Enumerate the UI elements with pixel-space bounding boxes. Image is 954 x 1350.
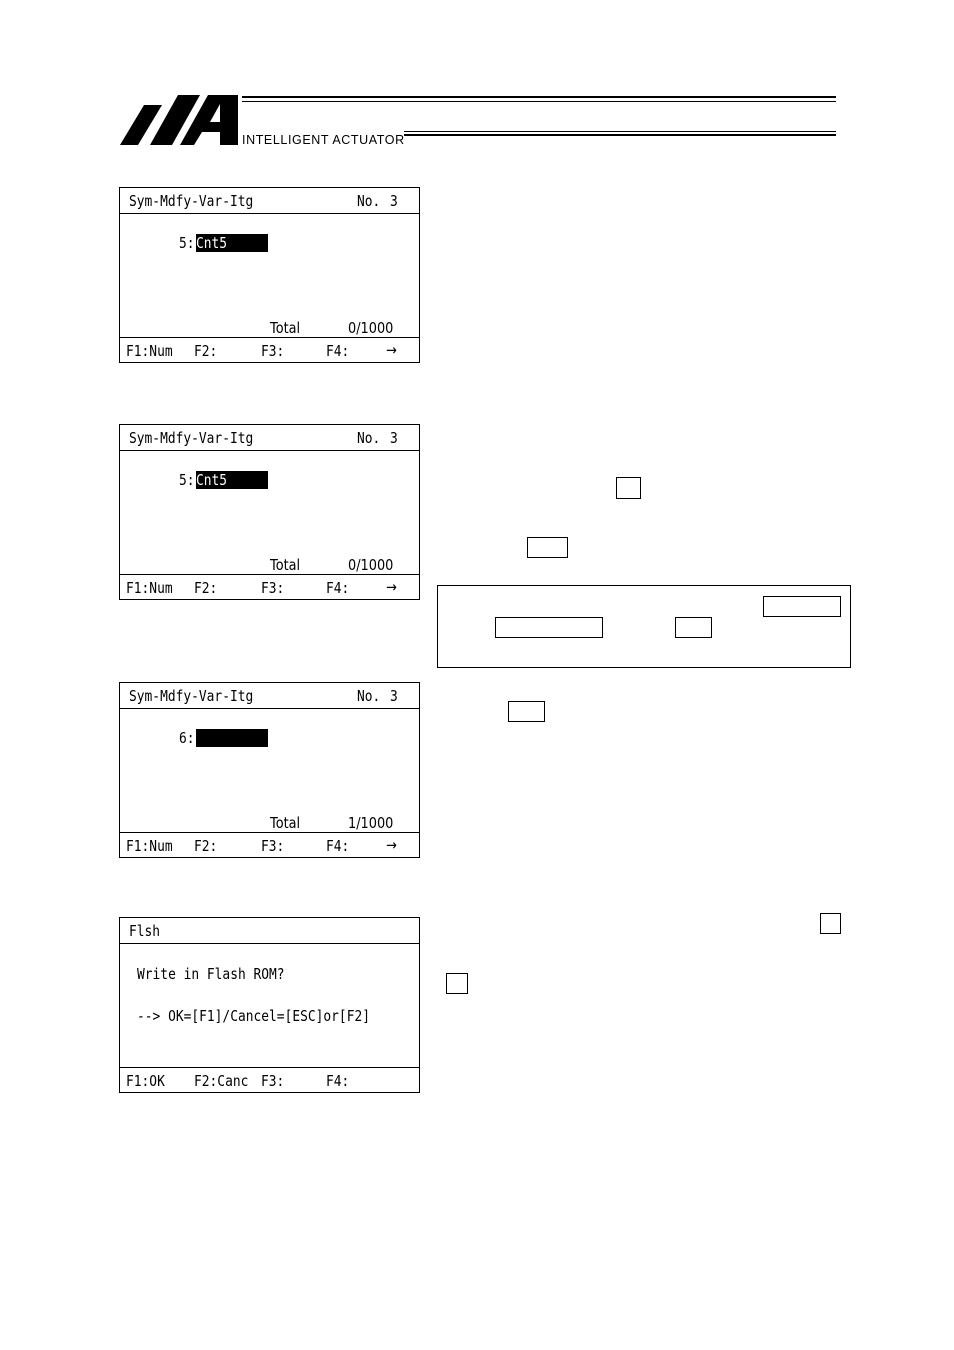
entry-value: Cnt5 [196,471,228,489]
fkey-f1[interactable]: F1:Num [126,342,173,360]
arrow-right-icon[interactable]: → [386,836,397,854]
screen-no-value: 3 [390,192,398,210]
screen-no-value: 3 [390,687,398,705]
header-rule-top-thin [242,101,836,102]
fkey-f4[interactable]: F4: [326,342,350,360]
total-value: 0/1000 [348,556,394,574]
screen-no-label: No. [357,192,381,210]
brand-name: INTELLIGENT ACTUATOR [242,133,405,147]
key-symbol-box [763,596,841,617]
function-key-bar [120,832,419,857]
total-value: 0/1000 [348,319,394,337]
key-symbol-box [508,701,545,722]
entry-highlight[interactable] [196,729,268,747]
screen-title-bar [120,918,419,944]
screen-no-value: 3 [390,429,398,447]
entry-index: 5: [179,471,195,489]
fkey-f4[interactable]: F4: [326,579,350,597]
key-symbol-box [820,913,841,934]
screen-title-bar [120,188,419,214]
fkey-f2-cancel[interactable]: F2:Canc [194,1072,249,1090]
function-key-bar [120,574,419,599]
fkey-f4[interactable]: F4: [326,1072,350,1090]
fkey-f3[interactable]: F3: [261,1072,285,1090]
function-key-bar [120,1067,419,1092]
entry-index: 5: [179,234,195,252]
header-rule-top [242,96,836,98]
arrow-right-icon[interactable]: → [386,578,397,596]
total-label: Total [270,319,301,337]
screen-title: Flsh [129,922,161,940]
key-symbol-box [675,617,712,638]
lcd-screen-2 [119,424,420,600]
fkey-f1[interactable]: F1:Num [126,837,173,855]
fkey-f2[interactable]: F2: [194,579,218,597]
fkey-f3[interactable]: F3: [261,342,285,360]
key-symbol-box [527,537,568,558]
fkey-f3[interactable]: F3: [261,837,285,855]
lcd-screen-1 [119,187,420,363]
total-label: Total [270,814,301,832]
key-symbol-box [616,477,641,499]
screen-title-bar [120,683,419,709]
screen-title-bar [120,425,419,451]
screen-title: Sym-Mdfy-Var-Itg [129,192,254,210]
header-rule-bottom-thick [404,134,836,136]
screen-no-label: No. [357,687,381,705]
header-rule-bottom [404,131,836,132]
flash-options-line: --> OK=[F1]/Cancel=[ESC]or[F2] [137,1007,371,1025]
iai-logo-icon [120,92,240,146]
flash-prompt-line: Write in Flash ROM? [137,965,285,983]
key-symbol-box [446,973,468,994]
fkey-f1[interactable]: F1:Num [126,579,173,597]
fkey-f4[interactable]: F4: [326,837,350,855]
screen-title: Sym-Mdfy-Var-Itg [129,429,254,447]
screen-title: Sym-Mdfy-Var-Itg [129,687,254,705]
entry-index: 6: [179,729,195,747]
total-label: Total [270,556,301,574]
total-value: 1/1000 [348,814,394,832]
screen-no-label: No. [357,429,381,447]
arrow-right-icon[interactable]: → [386,341,397,359]
note-box [437,585,851,668]
lcd-screen-3 [119,682,420,858]
fkey-f2[interactable]: F2: [194,342,218,360]
function-key-bar [120,337,419,362]
fkey-f1-ok[interactable]: F1:OK [126,1072,165,1090]
fkey-f2[interactable]: F2: [194,837,218,855]
fkey-f3[interactable]: F3: [261,579,285,597]
key-symbol-box [495,617,603,638]
entry-value: Cnt5 [196,234,228,252]
lcd-screen-flash [119,917,420,1093]
